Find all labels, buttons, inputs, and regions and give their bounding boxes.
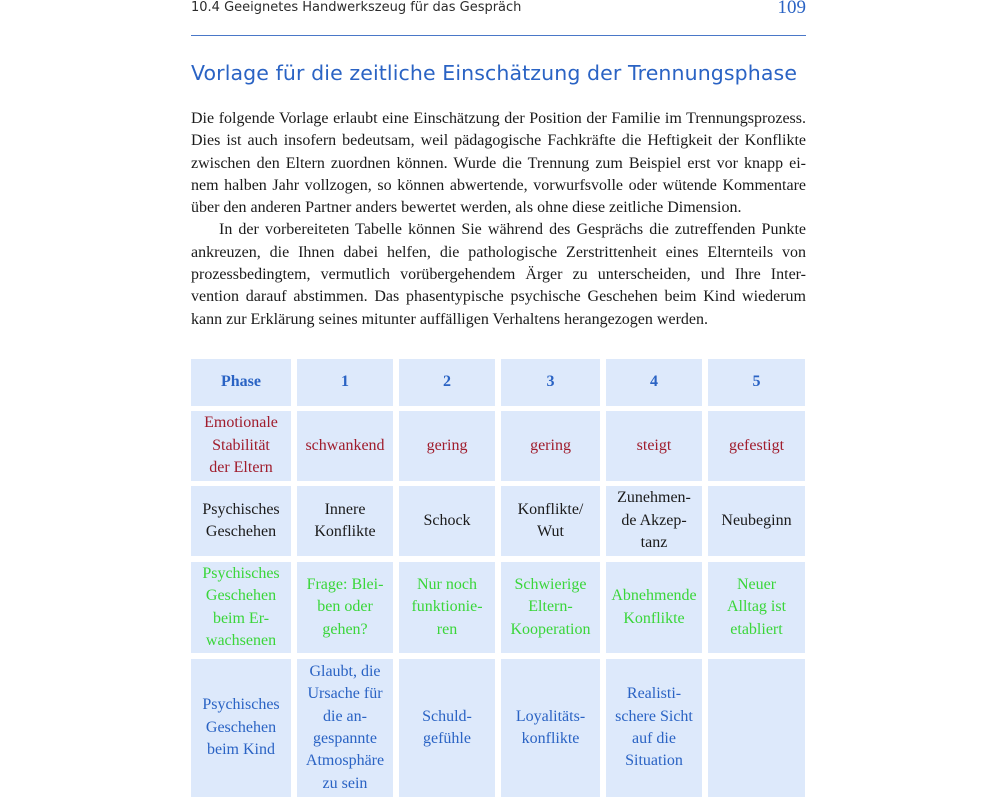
table-cell [606,659,702,797]
table-cell [297,562,393,653]
cell-line: Nur noch [417,575,477,593]
cell-text [427,435,468,457]
cell-line: Innere [324,500,366,518]
table-cell [399,562,495,653]
header-rule [191,35,806,36]
cell-line: zu sein [322,774,368,792]
section-title: Vorlage für die zeitliche Einschätzung der Trennungsphase [191,61,798,85]
cell-line: gehen? [322,620,368,638]
cell-text [305,435,384,457]
cell-line: Realisti- [626,685,682,703]
table-cell [606,562,702,653]
cell-line: gefestigt [728,436,785,454]
cell-text [637,435,672,457]
table-cell [708,562,805,653]
cell-line: konflikte [521,730,580,747]
table-header-cell: 4 [606,359,702,406]
cell-text [518,499,584,544]
text-line: über den anderen Partner anders bewertet werden, als ohne diese zeitliche Dimension. [191,199,742,217]
table-cell [501,562,600,653]
running-header [191,0,806,18]
cell-line: Alltag ist [726,598,787,616]
running-title: 10.4 Geeignetes Handwerkszeug für das Gespräch [191,0,522,15]
table-cell [297,659,393,797]
cell-line: gespannte [313,730,377,747]
table-header-cell: 5 [708,359,805,406]
cell-line: Emotionale [204,414,278,432]
cell-line: Konflikte/ [517,500,584,518]
cell-text [204,412,278,479]
cell-text [729,435,784,457]
cell-text [202,694,279,761]
cell-text [307,574,384,641]
cell-line: auf die [632,730,676,747]
cell-line: Neubeginn [721,511,792,529]
cell-text [306,661,384,795]
cell-line: steigt [636,436,672,454]
table-cell [501,486,600,556]
table-header-cell: 1 [297,359,393,406]
cell-text [511,574,591,641]
text-line: Dies ist auch insofern bedeutsam, weil pädagogische Fachkräfte die Heftigkeit der Konflikte [191,132,806,150]
cell-line: Neuer [736,575,777,593]
paragraph-2 [191,219,806,330]
cell-line: Atmosphäre [305,752,385,770]
cell-line: die an- [323,707,367,725]
cell-line: schwankend [305,436,385,454]
table-cell [399,411,495,481]
cell-line: Psychisches [202,500,280,518]
cell-line: Psychisches [202,564,280,582]
cell-line: Konflikte [623,609,685,627]
cell-text [423,510,470,532]
table-cell [606,486,702,556]
cell-line: Psychisches [202,696,280,714]
cell-line: Geschehen [205,587,277,605]
table-cell [501,659,600,797]
text-line: nem halben Jahr vollzogen, so können abwertende, vorwurfsvolle oder wütende Kommentare [191,176,806,194]
cell-line: beim Er- [212,609,270,627]
cell-text [411,574,482,641]
text-line: vention darauf abstimmen. Das phasentypische psychische Geschehen beim Kind wiederum [191,288,806,306]
cell-line: Eltern- [528,598,573,616]
cell-text [721,510,791,532]
text-line: In der vorbereiteten Tabelle können Sie während des Gesprächs die zutreffenden Punkte [219,221,806,239]
cell-line: funktionie- [411,598,483,616]
text-line: Die folgende Vorlage erlaubt eine Einschätzung der Position der Familie im Trennungsprozess. [191,110,806,127]
text-line: zwischen den Eltern zuordnen können. Wurde die Trennung zum Beispiel erst vor knapp ei- [191,154,806,172]
cell-line: Frage: Blei- [306,575,384,593]
cell-line: Loyalitäts- [515,707,586,725]
cell-line: Schwierige [514,575,587,593]
table-row-label [191,562,291,653]
table-header-cell: 3 [501,359,600,406]
cell-line: Schuld- [422,707,472,725]
cell-line: Schock [423,511,471,529]
table-cell [708,411,805,481]
cell-text [611,585,696,630]
cell-text [314,499,375,544]
body-text [191,108,806,331]
cell-line: gering [530,436,571,454]
page-number: 109 [777,0,806,18]
table-row-label [191,659,291,797]
table-cell [501,411,600,481]
cell-line: Glaubt, die [309,662,381,680]
table-cell [708,659,805,797]
cell-line: de Akzep- [621,511,687,529]
table-row-label [191,411,291,481]
table-header-phase: Phase [191,359,291,406]
text-line: kann zur Erklärung seines mitunter auffälligen Verhaltens herangezogen werden. [191,310,708,328]
cell-line: wachsenen [205,631,277,649]
cell-line: Situation [625,752,683,770]
cell-line: Stabilität [212,436,270,454]
cell-text [727,574,786,641]
table-cell [399,659,495,797]
cell-line: Konflikte [314,523,376,540]
cell-line: Geschehen [205,718,277,736]
cell-text [617,487,691,554]
cell-line: ren [436,620,458,638]
cell-line: etabliert [730,620,783,638]
cell-line: Abnehmende [611,587,697,605]
cell-line: schere Sicht [615,707,693,725]
cell-line: der Eltern [209,459,273,477]
table-cell [297,486,393,556]
cell-text [530,435,571,457]
text-line: prozessbedingtem, vermutlich vorübergehendem Ärger zu unterscheiden, und Ihre Inter- [191,266,806,284]
table-header-cell: 2 [399,359,495,406]
cell-line: Geschehen [205,523,277,540]
cell-text [422,706,472,751]
cell-line: gefühle [423,730,471,747]
cell-text [202,563,279,653]
cell-text [202,499,279,544]
cell-text [516,706,585,751]
cell-text [615,683,693,773]
table-cell [297,411,393,481]
table-cell [399,486,495,556]
paragraph-1 [191,108,806,219]
cell-line: Wut [537,523,564,540]
cell-line: Ursache für [307,685,383,703]
cell-line: tanz [640,534,668,552]
table-cell [606,411,702,481]
cell-line: ben oder [317,598,373,616]
cell-line: gering [426,436,468,454]
cell-line: Kooperation [510,620,591,638]
text-line: ankreuzen, die Ihnen dabei helfen, die pathologische Zerstrittenheit eines Elternteils von [191,243,806,261]
table-row-label [191,486,291,556]
table-cell [708,486,805,556]
cell-line: beim Kind [206,741,275,759]
cell-line: Zunehmen- [617,489,691,507]
